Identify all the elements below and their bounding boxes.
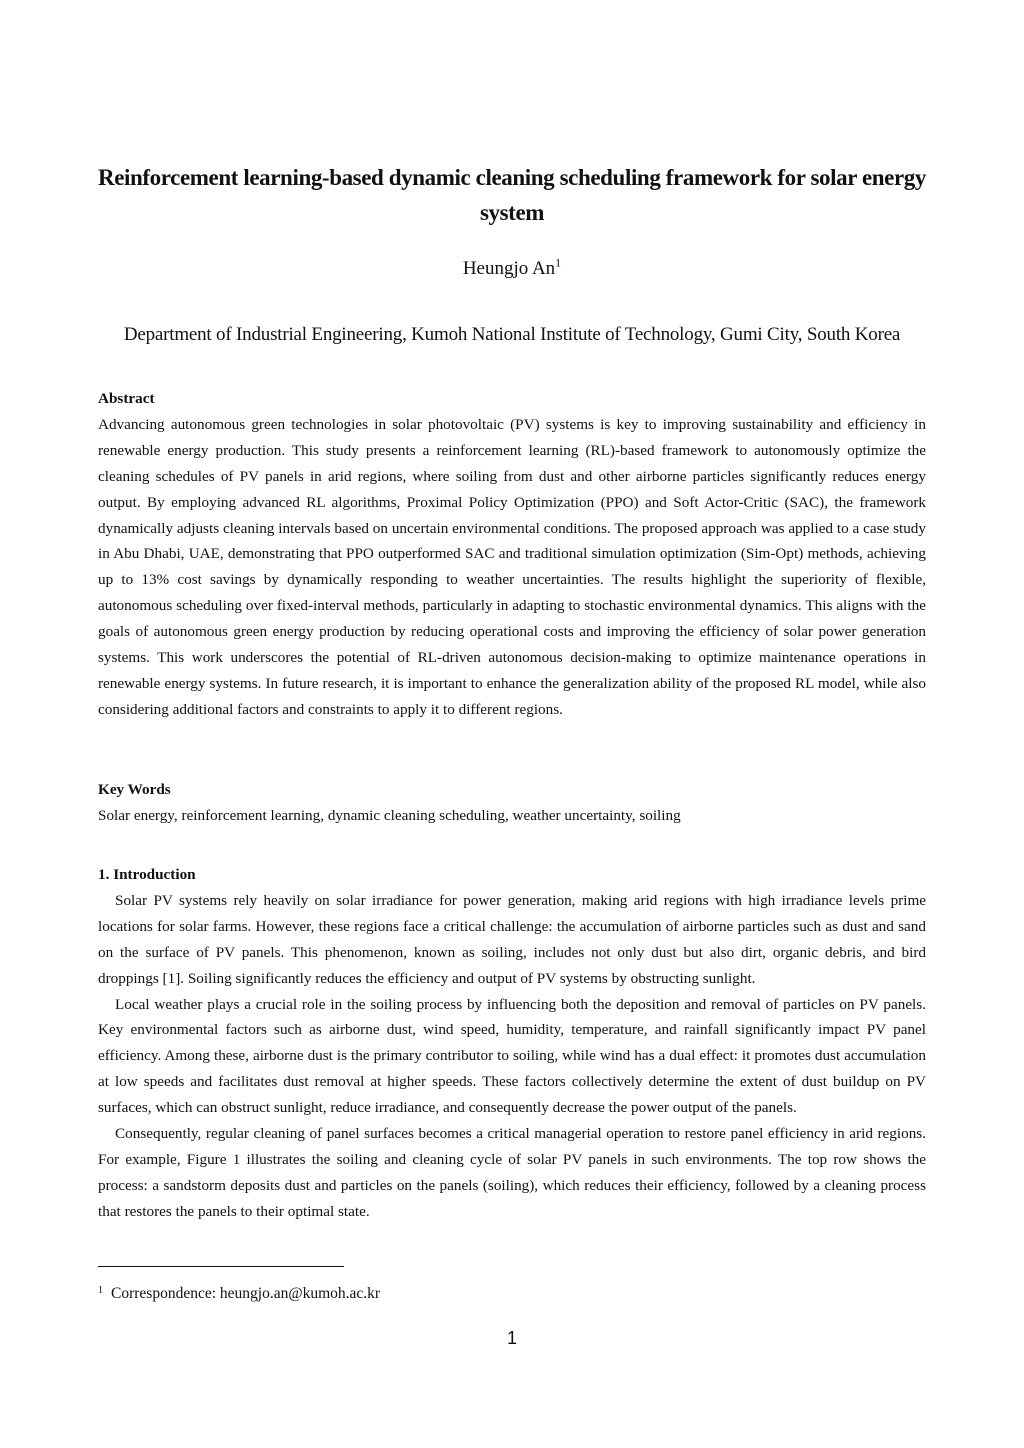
author-line xyxy=(0,256,1024,282)
keywords-section xyxy=(98,777,926,829)
abstract-section xyxy=(98,386,926,723)
abstract-text: Advancing autonomous green technologies in solar photovoltaic (PV) systems is key to improving sustainability and efficiency in renewable energy production. This study presents a reinforcement learning (RL)-based framework to autonomously optimize the cleaning schedules of PV panels in arid regions, where soiling from dust and other airborne particles significantly reduces energy output. By employing advanced RL algorithms, Proximal Policy Optimization (PPO) and Soft Actor-Critic (SAC), the framework dynamically adjusts cleaning intervals based on uncertain environmental conditions. The proposed approach was applied to a case study in Abu Dhabi, UAE, demonstrating that PPO outperformed SAC and traditional simulation optimization (Sim-Opt) methods, achieving up to 13% cost savings by dynamically responding to weather uncertainties. The results highlight the superiority of flexible, autonomous scheduling over fixed-interval methods, particularly in adapting to stochastic environmental dynamics. This aligns with the goals of autonomous green energy production by reducing operational costs and improving the efficiency of solar power generation systems. This work underscores the potential of RL-driven autonomous decision-making to optimize maintenance operations in renewable energy systems. In future research, it is important to enhance the generalization ability of the proposed RL model, while also considering additional factors and constraints to apply it to different regions. xyxy=(98,415,926,718)
page-number: 1 xyxy=(506,1328,517,1348)
introduction-section xyxy=(98,862,926,1225)
introduction-paragraph: Solar PV systems rely heavily on solar irradiance for power generation, making arid regions with high irradiance levels prime locations for solar farms. However, these regions face a critical challenge: the accumulation of airborne particles such as dust and sand on the surface of PV panels. This phenomenon, known as soiling, includes not only dust but also dirt, organic debris, and bird droppings [1]. Soiling significantly reduces the efficiency and output of PV systems by obstructing sunlight. xyxy=(98,891,926,987)
keywords-heading: Key Words xyxy=(98,781,171,798)
author-affiliation: Department of Industrial Engineering, Kumoh National Institute of Technology, Gumi City, South Korea xyxy=(123,324,901,345)
introduction-paragraph: Consequently, regular cleaning of panel surfaces becomes a critical managerial operation to restore panel efficiency in arid regions. For example, Figure 1 illustrates the soiling and cleaning cycle of solar PV panels in such environments. The top row shows the process: a sandstorm deposits dust and particles on the panels (soiling), which reduces their efficiency, followed by a cleaning process that restores the panels to their optimal state. xyxy=(98,1125,926,1220)
footnote-mark: 1 xyxy=(98,1285,103,1296)
footnote xyxy=(98,1279,380,1306)
author-affiliation-mark: 1 xyxy=(555,255,562,270)
keywords-text: Solar energy, reinforcement learning, dynamic cleaning scheduling, weather uncertainty, soiling xyxy=(98,806,681,824)
abstract-heading: Abstract xyxy=(98,390,155,407)
paper-title: Reinforcement learning-based dynamic cleaning scheduling framework for solar energy system xyxy=(98,165,926,225)
footnote-text: Correspondence: heungjo.an@kumoh.ac.kr xyxy=(111,1285,381,1302)
introduction-heading: 1. Introduction xyxy=(98,866,196,883)
introduction-paragraph: Local weather plays a crucial role in the soiling process by influencing both the deposition and removal of particles on PV panels. Key environmental factors such as airborne dust, wind speed, humidity, temperature, and rainfall significantly impact PV panel efficiency. Among these, airborne dust is the primary contributor to soiling, while wind has a dual effect: it promotes dust accumulation at low speeds and facilitates dust removal at higher speeds. These factors collectively determine the extent of dust buildup on PV surfaces, which can obstruct sunlight, reduce irradiance, and consequently decrease the power output of the panels. xyxy=(98,995,926,1117)
author-name: Heungjo An xyxy=(462,258,556,279)
footnote-divider xyxy=(98,1266,344,1267)
